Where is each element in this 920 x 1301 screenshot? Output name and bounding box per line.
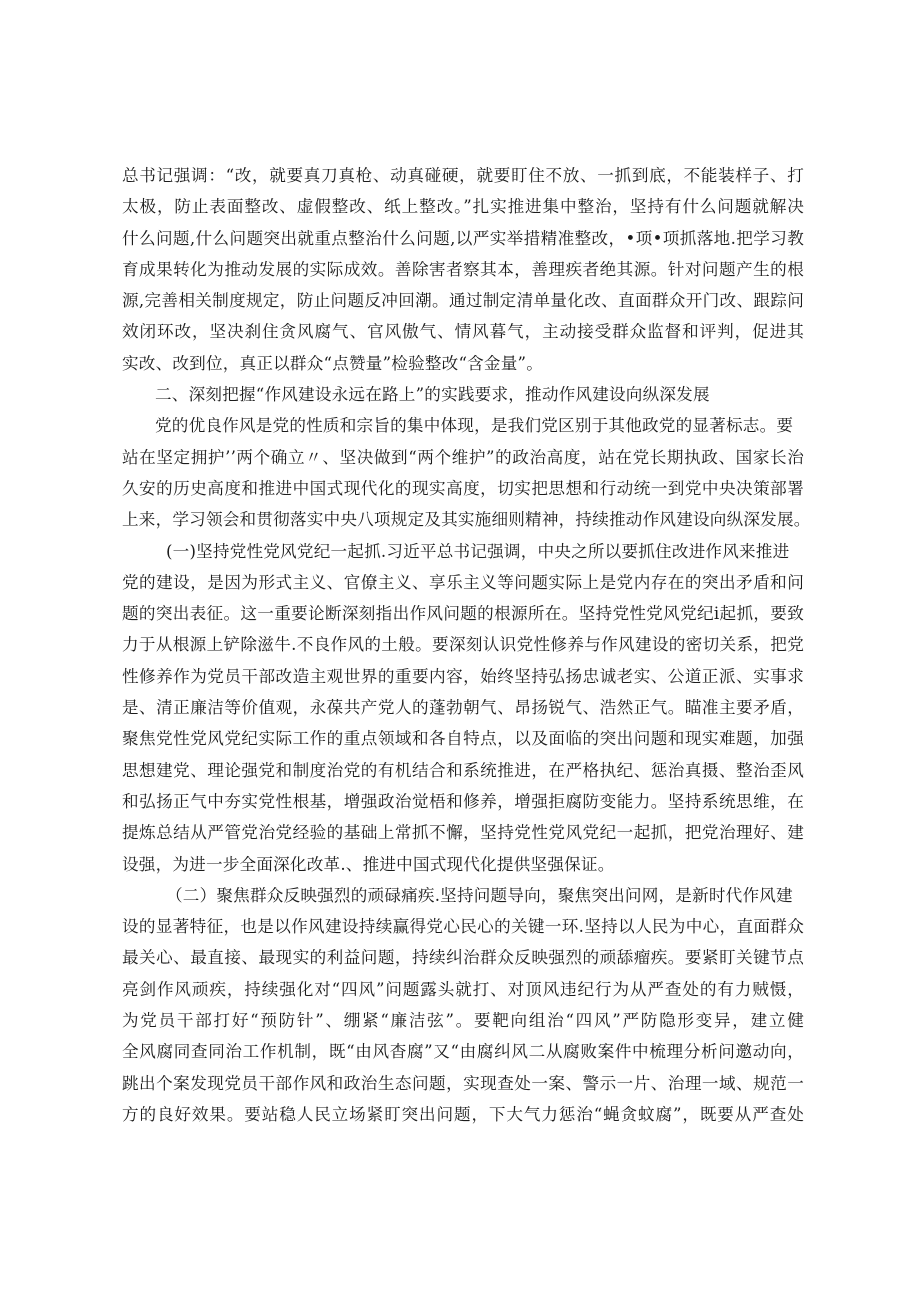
text-line: 提炼总结从严管党治党经验的基础上常抓不懈，坚持党性党风党纪一起抓，把党治理好、建 [122,823,804,843]
text-line: （二）聚焦群众反映强烈的顽碌痛疾.坚持问题导向，聚焦突出问网，是新时代作风建 [166,885,793,905]
text-line: 上来，学习领会和贯彻落实中央八项规定及其实施细则精神，持续推动作风建设向纵深发展。 [122,510,811,530]
text-line: 方的良好效果。要站稳人民立场紧盯突出问题，下大气力惩治“蝇贪蚊腐”，既要从严查处 [122,1104,804,1124]
text-line: 为党员干部打好“预防针”、绷紧“廉洁弦”。要靶向组治“四风”严防隐形变异，建立健 [122,1011,804,1031]
text-line: 力于从根源上铲除滋牛.不良作风的土般。要深刻认识党性修养与作风建设的密切关系，把党 [122,635,804,655]
text-line: 性修养作为党员干部改造主观世界的重要内容，始终坚持弘扬忠诚老实、公道正派、实事求 [122,666,804,686]
text-line: 是、清正廉洁等价值观，永葆共产党人的蓬勃朝气、昂扬锐气、浩然正气。瞄准主要矛盾， [122,698,804,718]
text-line: 总书记强调：“改，就要真刀真枪、动真碰硬，就要盯住不放、一抓到底，不能装样子、打 [122,166,804,185]
text-line: 亮剑作风顽疾，持续强化对“四风”问题露头就打、对顶风违纪行为从严查处的有力贼慑， [122,979,804,999]
text-line: 全风腐同查同治工作机制，既“由风杳腐”又“由腐纠风二从腐败案件中梳理分析问邀动向， [122,1042,804,1062]
text-line: 什么问题,什么问题突出就重点整治什么问题,以严实举措精准整改，•项•项抓落地.把学习教 [122,228,804,248]
text-line: 效闭环改，坚决刹住贪风腐气、官风傲气、情风暮气，主动接受群众监督和评判，促进其 [122,322,804,342]
text-line: 太极，防止表面整改、虚假整改、纸上整改。”扎实推进集中整治，坚持有什么问题就解决 [122,197,804,217]
text-line: 思想建党、理论强党和制度治党的有机结合和系统推进，在严格执纪、惩治真摄、整治歪风 [122,760,804,780]
text-line: 跳出个案发现党员干部作风和政治生态问题，实现查处一案、警示一片、治理一域、规范一 [122,1073,804,1093]
text-line: 实改、改到位，真正以群众“点赞量”检验整改“含金量”。 [122,353,543,373]
text-line: 站在坚定拥护’’两个确立〃、坚决做到“两个维护”的政治高度，站在党长期执政、国家长治 [122,447,804,467]
document-body [122,160,811,1130]
section-heading: 二、深刻把握“作风建设永远在路上”的实践要求，推动作风建设向纵深发展 [155,385,710,405]
text-line: 设的显著特征，也是以作风建设持续赢得党心民心的关键一环.坚持以人民为中心，直面群众 [122,917,804,937]
text-line: 党的建设，是因为形式主义、官僚主义、享乐主义等问题实际上是党内存在的突出矛盾和问 [122,572,804,592]
text-line: 源,完善相关制度规定，防止问题反冲回潮。通过制定清单量化改、直面群众开门改、跟踪问 [122,291,804,311]
text-line: (一)坚持党性党风党纪一起抓.习近平总书记强调，中央之所以要抓住改进作风来推进 [166,541,790,561]
paragraph-continued [122,160,804,379]
text-line: 设强，为进一步全面深化改革.、推进中国式现代化提供坚强保证。 [122,854,615,874]
text-line: 和弘扬正气中夯实党性根基，增强政治觉梧和修养，增强拒腐防变能力。坚持系统思维，在 [122,791,804,811]
paragraph [122,880,804,1130]
text-line: 题的突出表征。这一重要论断深刻指出作风问题的根源所在。坚持党性党风党纪i起抓，要致 [122,604,804,624]
text-line: 育成果转化为推动发展的实际成效。善除害者察其本，善理疾者绝其源。针对问题产生的根 [122,259,804,279]
text-line: 聚焦党性党风党纪实际工作的重点领域和各自特点，以及面临的突出问题和现实难题，加强 [122,729,804,749]
text-line: 久安的历史高度和推进中国式现代化的现实高度，切实把思想和行动统一到党中央决策部署 [122,478,804,498]
paragraph [122,536,804,880]
paragraph [122,410,811,535]
text-line: 党的优良作风是党的性质和宗旨的集中体现，是我们党区别于其他政党的显著标志。要 [155,416,794,436]
text-line: 最关心、最直接、最现实的利益问题，持续纠治群众反映强烈的顽舔瘤疾。要紧盯关键节点 [122,948,804,968]
